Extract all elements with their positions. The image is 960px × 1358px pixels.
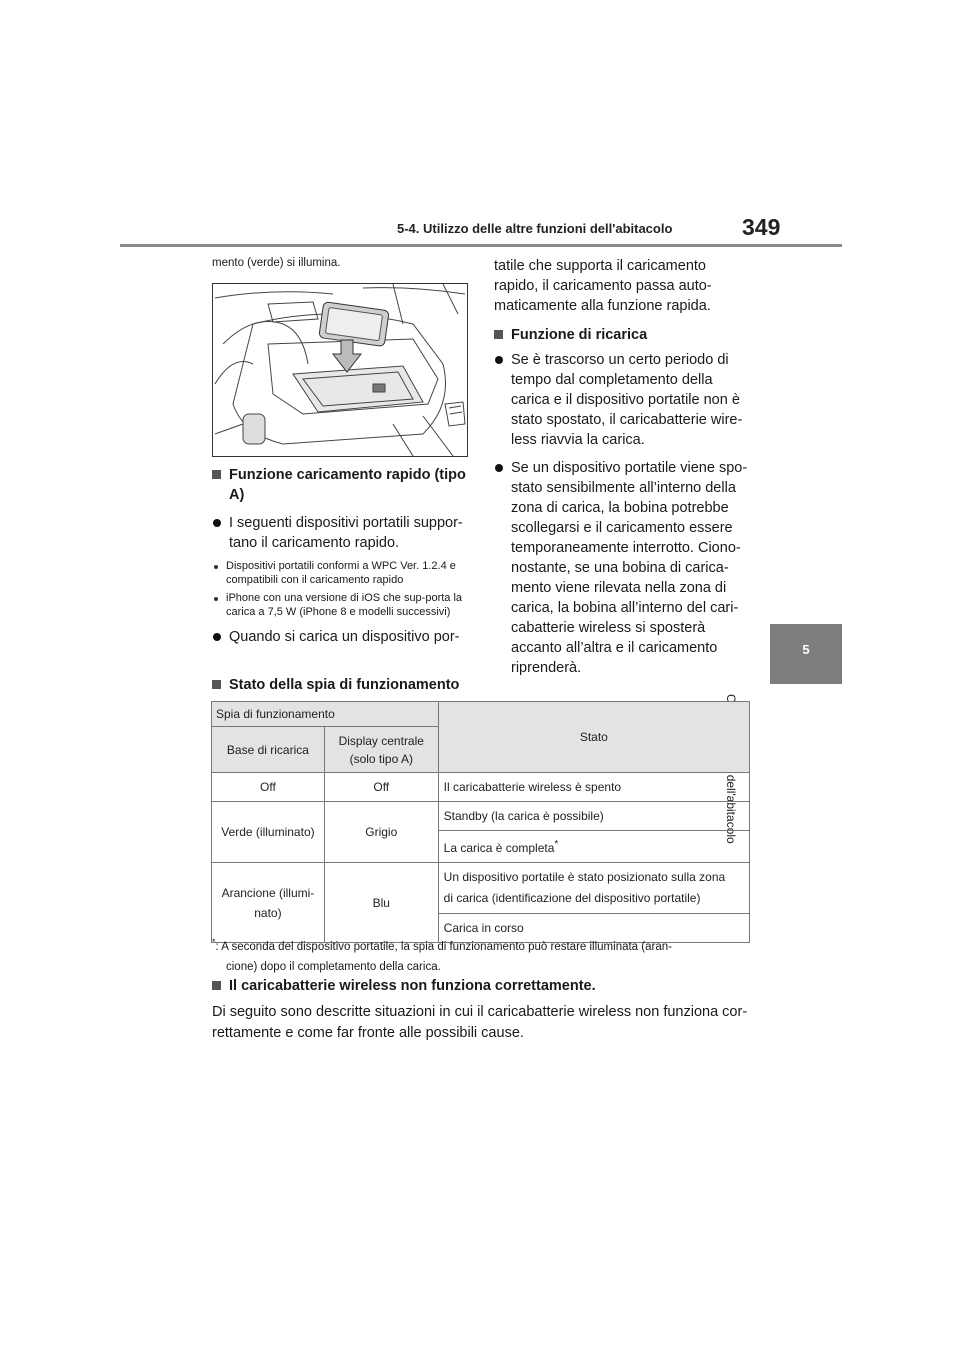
status-table-heading: Stato della spia di funzionamento <box>212 675 459 695</box>
chapter-tab <box>770 624 842 684</box>
square-bullet-icon <box>212 680 221 689</box>
state-header-cell: Stato <box>438 702 749 773</box>
list-item: Dispositivi portatili conformi a WPC Ver. 1.2.4 e compatibili con il caricamento rapido <box>212 560 472 587</box>
page-number: 349 <box>742 214 781 240</box>
display-header-cell: Display centrale (solo tipo A) <box>324 727 438 773</box>
left-column <box>212 256 472 647</box>
fast-charge-bullet-2: Quando si carica un dispositivo por- <box>212 627 472 647</box>
table-row: Off Off Il caricabatterie wireless è spento <box>212 773 750 802</box>
square-bullet-icon <box>494 330 503 339</box>
fast-charge-bullet: I seguenti dispositivi portatili suppor-tano il caricamento rapido. <box>212 513 472 553</box>
page-header <box>0 0 960 250</box>
list-item: iPhone con una versione di iOS che sup-porta la carica a 7,5 W (iPhone 8 e modelli successivi) <box>212 592 472 619</box>
chapter-label-container <box>797 694 815 874</box>
footnote-mark: * <box>212 937 216 947</box>
bullet-dot-icon <box>214 565 218 569</box>
fast-charge-heading: Funzione caricamento rapido (tipo A) <box>212 465 472 505</box>
wireless-charger-illustration-icon <box>213 284 467 456</box>
charge-function-bullet: Se è trascorso un certo periodo di tempo dal completamento della carica e il dispositivo portatile non è stato spostato, il caricabatterie wire-less riavvia la carica. <box>494 350 754 450</box>
intro-text: mento (verde) si illumina. <box>212 257 341 269</box>
header-group-cell: Spia di funzionamento <box>212 702 439 727</box>
table-row: Carica in corso <box>212 914 750 943</box>
section-title: 5-4. Utilizzo delle altre funzioni dell'abitacolo <box>397 221 673 236</box>
wireless-charger-figure <box>212 283 468 457</box>
malfunction-heading: Il caricabatterie wireless non funziona correttamente. <box>212 976 752 996</box>
status-table <box>211 701 750 943</box>
charge-function-heading: Funzione di ricarica <box>494 325 754 345</box>
table-row: Arancione (illumi- nato) Blu Un dispositivo portatile è stato posizionato sulla zona di carica (identificazione del dispositivo portatile) <box>212 863 750 914</box>
base-header-cell: Base di ricarica <box>212 727 325 773</box>
square-bullet-icon <box>212 981 221 990</box>
table-row: La carica è completa* <box>212 831 750 863</box>
right-column <box>494 256 754 678</box>
charge-function-bullet: Se un dispositivo portatile viene spo-stato sensibilmente all’interno della zona di carica, la bobina potrebbe scollegarsi e il caricamento essere temporaneamente interrotto. Ciono-nostante, se una bobina di carica-mento viene rilevata nella zona di carica, la bobina all’interno del cari-cabatterie wireless si sposterà accanto all’altra e il caricamento riprenderà. <box>494 458 754 678</box>
bullet-dot-icon <box>214 597 218 601</box>
bullet-dot-icon <box>213 633 221 641</box>
bullet-dot-icon <box>495 464 503 472</box>
continuation-text: tatile che supporta il caricamento rapido, il caricamento passa auto-maticamente alla funzione rapida. <box>494 258 712 314</box>
table-footnote: *: A seconda del dispositivo portatile, la spia di funzionamento può restare illuminata (aran- cione) dopo il completamento della carica. <box>212 937 672 973</box>
malfunction-text: Di seguito sono descritte situazioni in cui il caricabatterie wireless non funziona cor-rettamente e come far fronte alle possibili cause. <box>212 1004 748 1041</box>
square-bullet-icon <box>212 470 221 479</box>
chapter-number: 5 <box>802 642 810 657</box>
bullet-dot-icon <box>495 356 503 364</box>
bullet-dot-icon <box>213 519 221 527</box>
header-divider <box>120 244 842 247</box>
footnote-mark: * <box>554 839 559 850</box>
table-row: Verde (illuminato) Grigio Standby (la carica è possibile) <box>212 802 750 831</box>
